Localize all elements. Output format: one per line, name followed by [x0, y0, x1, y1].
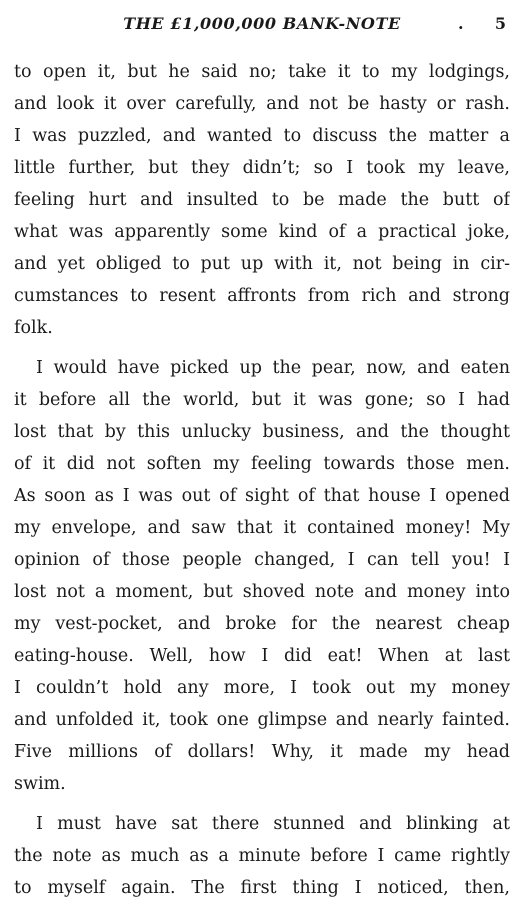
- text-line: to myself again. The first thing I noticed, then,: [14, 878, 510, 898]
- text-line: little further, but they didn’t; so I took my leave,: [14, 158, 510, 178]
- text-line: and look it over carefully, and not be hasty or rash.: [14, 94, 510, 114]
- header-dot: .: [458, 14, 464, 33]
- text-line: and unfolded it, took one glimpse and nearly fainted.: [14, 710, 510, 730]
- text-line: I must have sat there stunned and blinking at: [36, 814, 510, 834]
- text-line: my vest-pocket, and broke for the nearest cheap: [14, 614, 510, 634]
- text-line: and yet obliged to put up with it, not being in cir-: [14, 254, 510, 274]
- body-text: [14, 56, 510, 904]
- text-line: to open it, but he said no; take it to my lodgings,: [14, 62, 510, 82]
- text-line: swim.: [14, 774, 66, 794]
- text-line: the note as much as a minute before I came rightly: [14, 846, 510, 866]
- text-line: feeling hurt and insulted to be made the butt of: [14, 190, 510, 210]
- text-line: I would have picked up the pear, now, and eaten: [36, 358, 510, 378]
- text-line: it before all the world, but it was gone; so I had: [14, 390, 510, 410]
- text-line: I couldn’t hold any more, I took out my money: [14, 678, 510, 698]
- text-line: what was apparently some kind of a practical joke,: [14, 222, 510, 242]
- text-line: eating-house. Well, how I did eat! When at last: [14, 646, 510, 666]
- text-line: I was puzzled, and wanted to discuss the matter a: [14, 126, 510, 146]
- text-line: lost not a moment, but shoved note and money into: [14, 582, 510, 602]
- text-line: opinion of those people changed, I can tell you! I: [14, 550, 510, 570]
- paragraph: [14, 808, 510, 904]
- paragraph: [14, 56, 510, 344]
- page-header: [14, 14, 510, 40]
- text-line: lost that by this unlucky business, and the thought: [14, 422, 510, 442]
- paragraph: [14, 352, 510, 800]
- text-line: cumstances to resent affronts from rich and strong: [14, 286, 510, 306]
- running-head-title: THE £1,000,000 BANK-NOTE: [123, 14, 401, 33]
- text-line: my envelope, and saw that it contained money! My: [14, 518, 510, 538]
- text-line: folk.: [14, 318, 53, 338]
- text-line: Five millions of dollars! Why, it made my head: [14, 742, 510, 762]
- page-number: 5: [494, 14, 506, 33]
- text-line: of it did not soften my feeling towards those men.: [14, 454, 510, 474]
- text-line: As soon as I was out of sight of that house I opened: [14, 486, 510, 506]
